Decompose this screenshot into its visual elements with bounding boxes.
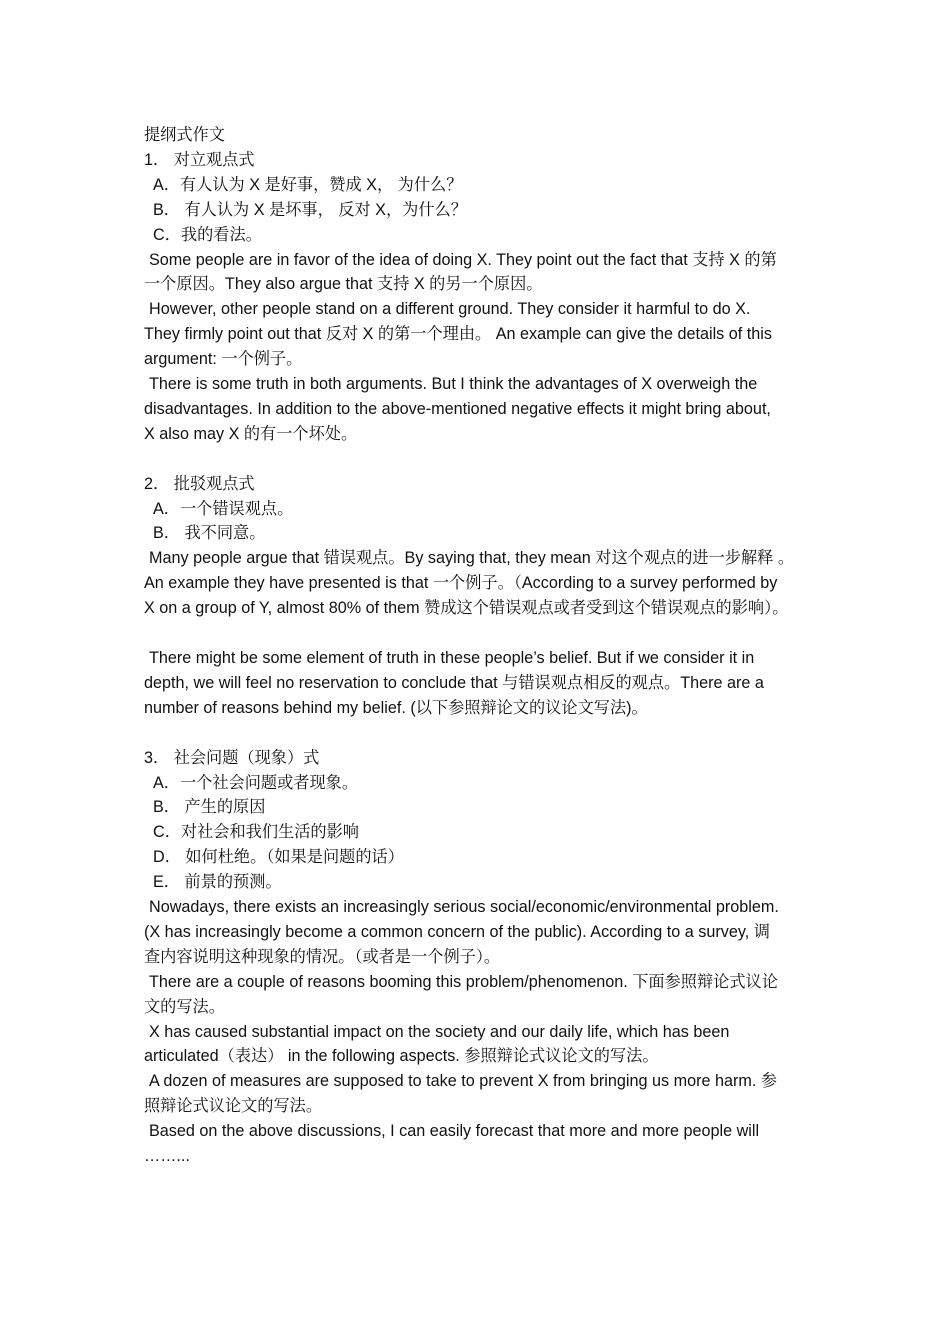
outline-item: B． 有人认为 X 是坏事， 反对 X，为什么？ bbox=[153, 200, 467, 219]
document-body bbox=[144, 123, 824, 1169]
paragraph-line: 一个原因。They also argue that 支持 X 的另一个原因。 bbox=[144, 275, 543, 294]
paragraph-line: ……... bbox=[144, 1147, 190, 1166]
paragraph-line: number of reasons behind my belief. (以下参照辩论文的议论文写法)。 bbox=[144, 698, 648, 717]
paragraph-line: disadvantages. In addition to the above-mentioned negative effects it might bring about, bbox=[144, 399, 771, 418]
paragraph-line: There are a couple of reasons booming this problem/phenomenon. 下面参照辩论式议论 bbox=[149, 972, 778, 991]
outline-item: E． 前景的预测。 bbox=[153, 873, 282, 892]
paragraph-line: Many people argue that 错误观点。By saying that, they mean 对这个观点的进一步解释 。 bbox=[149, 549, 795, 568]
paragraph-line: However, other people stand on a different ground. They consider it harmful to do X. bbox=[149, 300, 751, 319]
paragraph-line: Nowadays, there exists an increasingly serious social/economic/environmental problem. bbox=[149, 898, 779, 917]
paragraph-line: (X has increasingly become a common concern of the public). According to a survey, 调 bbox=[144, 922, 770, 941]
paragraph-line: They firmly point out that 反对 X 的第一个理由。 An example can give the details of this bbox=[144, 325, 772, 344]
paragraph-line: X also may X 的有一个坏处。 bbox=[144, 424, 358, 443]
paragraph-line: Some people are in favor of the idea of doing X. They point out the fact that 支持 X 的第 bbox=[149, 250, 777, 269]
outline-item: C．对社会和我们生活的影响 bbox=[153, 823, 359, 842]
paragraph-line: A dozen of measures are supposed to take to prevent X from bringing us more harm. 参 bbox=[149, 1072, 778, 1091]
paragraph-line: 查内容说明这种现象的情况。（或者是一个例子）。 bbox=[144, 947, 501, 966]
paragraph-line: X has caused substantial impact on the society and our daily life, which has been bbox=[149, 1022, 730, 1041]
outline-item: B． 我不同意。 bbox=[153, 524, 266, 543]
outline-item: D． 如何杜绝。（如果是问题的话） bbox=[153, 848, 404, 867]
outline-item: B． 产生的原因 bbox=[153, 798, 266, 817]
document-title: 提纲式作文 bbox=[144, 126, 225, 144]
outline-item: A．有人认为 X 是好事，赞成 X， 为什么？ bbox=[153, 175, 463, 194]
blank-line bbox=[144, 721, 824, 746]
section-heading: 3． 社会问题（现象）式 bbox=[144, 748, 320, 767]
blank-line bbox=[144, 621, 824, 646]
paragraph-line: articulated（表达） in the following aspects. 参照辩论式议论文的写法。 bbox=[144, 1047, 659, 1066]
paragraph-line: There might be some element of truth in these people’s belief. But if we consider it in bbox=[149, 649, 755, 667]
outline-item: A．一个社会问题或者现象。 bbox=[153, 773, 359, 792]
paragraph-line: 照辩论式议论文的写法。 bbox=[144, 1097, 323, 1116]
outline-item: C．我的看法。 bbox=[153, 225, 262, 244]
section-heading: 1． 对立观点式 bbox=[144, 150, 255, 169]
paragraph-line: depth, we will feel no reservation to conclude that 与错误观点相反的观点。There are a bbox=[144, 673, 764, 692]
paragraph-line: argument: 一个例子。 bbox=[144, 350, 303, 369]
paragraph-line: Based on the above discussions, I can easily forecast that more and more people will bbox=[149, 1122, 760, 1141]
paragraph-line: 文的写法。 bbox=[144, 997, 225, 1016]
paragraph-line: There is some truth in both arguments. But I think the advantages of X overweigh the bbox=[149, 375, 758, 394]
paragraph-line: X on a group of Y, almost 80% of them 赞成这个错误观点或者受到这个错误观点的影响）。 bbox=[144, 599, 789, 618]
section-heading: 2． 批驳观点式 bbox=[144, 474, 255, 493]
outline-item: A．一个错误观点。 bbox=[153, 499, 294, 518]
blank-line bbox=[144, 447, 824, 472]
paragraph-line: An example they have presented is that 一个例子。（According to a survey performed by bbox=[144, 574, 778, 593]
